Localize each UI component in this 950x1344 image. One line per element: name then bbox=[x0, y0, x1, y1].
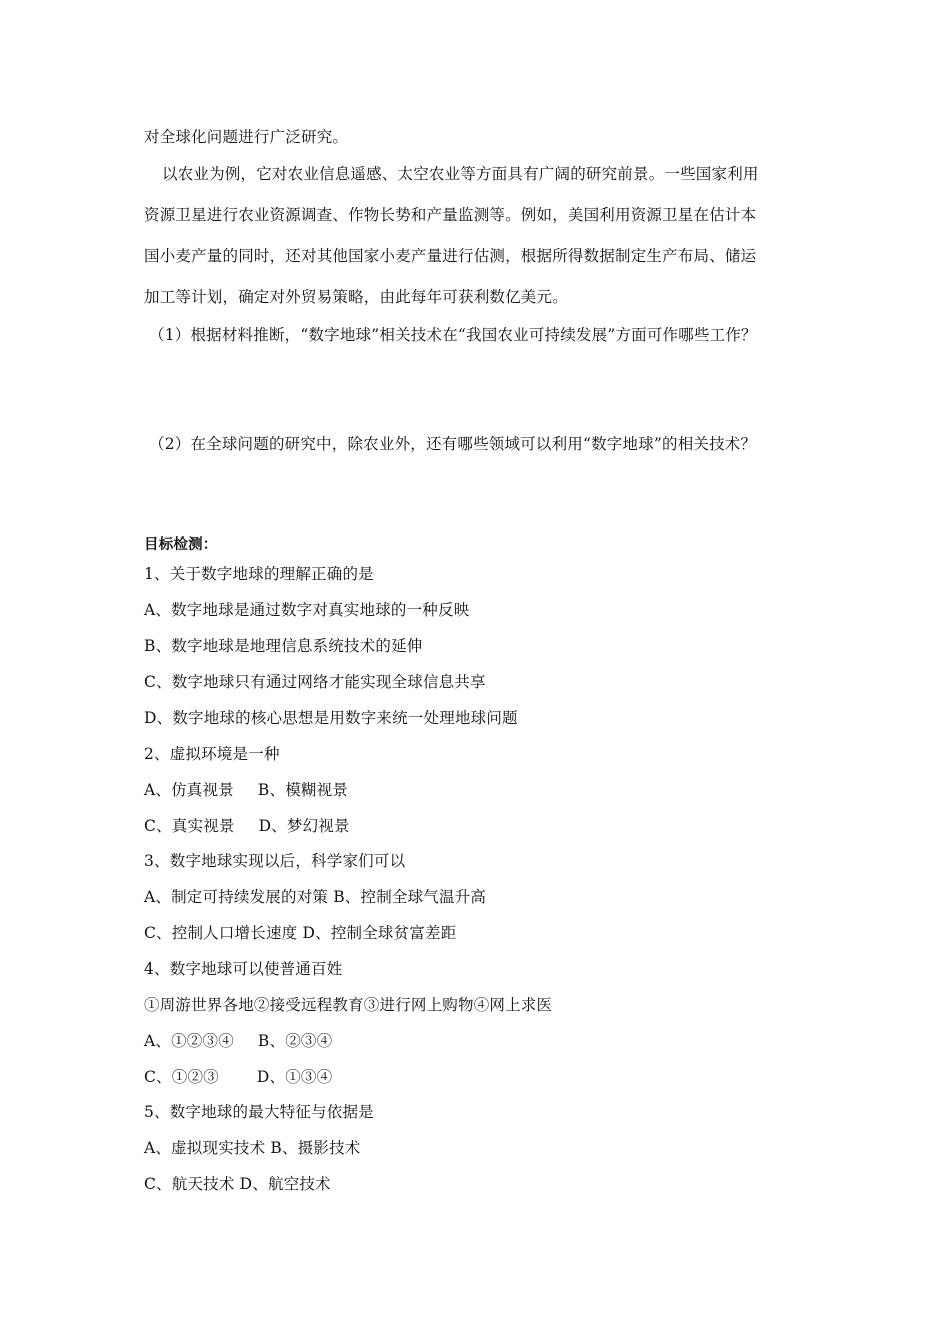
question-2: （2）在全球问题的研究中，除农业外，还有哪些领域可以利用“数字地球”的相关技术？ bbox=[149, 435, 757, 453]
mcq-4-option-b: B、②③④ bbox=[257, 1032, 333, 1050]
mcq-5-stem: 5、数字地球的最大特征与依据是 bbox=[144, 1103, 374, 1121]
mcq-2-option-a: A、仿真视景 bbox=[144, 781, 234, 799]
passage-line-5: 加工等计划，确定对外贸易策略，由此每年可获利数亿美元。 bbox=[144, 288, 568, 306]
mcq-3-options-cd: C、控制人口增长速度 D、控制全球贫富差距 bbox=[144, 924, 457, 942]
mcq-4-items: ①周游世界各地②接受远程教育③进行网上购物④网上求医 bbox=[144, 996, 553, 1014]
mcq-1-stem: 1、关于数字地球的理解正确的是 bbox=[144, 565, 374, 583]
question-1: （1）根据材料推断，“数字地球”相关技术在“我国农业可持续发展”方面可作哪些工作？ bbox=[149, 326, 757, 344]
mcq-4-option-a: A、①②③④ bbox=[144, 1032, 234, 1050]
mcq-4-option-d: D、①③④ bbox=[256, 1068, 333, 1086]
mcq-4-options-ab bbox=[144, 1031, 332, 1051]
mcq-1-option-c: C、数字地球只有通过网络才能实现全球信息共享 bbox=[144, 673, 486, 691]
mcq-5-options-cd: C、航天技术 D、航空技术 bbox=[144, 1175, 331, 1193]
mcq-1-option-d: D、数字地球的核心思想是用数字来统一处理地球问题 bbox=[144, 709, 518, 727]
mcq-2-options-ab bbox=[144, 780, 348, 800]
passage-line-3: 资源卫星进行农业资源调查、作物长势和产量监测等。例如，美国利用资源卫星在估计本 bbox=[144, 206, 757, 224]
mcq-2-stem: 2、虚拟环境是一种 bbox=[144, 745, 280, 763]
mcq-4-stem: 4、数字地球可以使普通百姓 bbox=[144, 960, 343, 978]
mcq-2-options-cd bbox=[144, 816, 350, 836]
passage-line-2: 以农业为例，它对农业信息遥感、太空农业等方面具有广阔的研究前景。一些国家利用 bbox=[162, 165, 759, 183]
mcq-3-stem: 3、数字地球实现以后，科学家们可以 bbox=[144, 852, 406, 870]
passage-line-4: 国小麦产量的同时，还对其他国家小麦产量进行估测，根据所得数据制定生产布局、储运 bbox=[144, 247, 757, 265]
passage-line-1: 对全球化问题进行广泛研究。 bbox=[144, 128, 349, 146]
mcq-1-option-b: B、数字地球是地理信息系统技术的延伸 bbox=[144, 637, 423, 655]
mcq-1-option-a: A、数字地球是通过数字对真实地球的一种反映 bbox=[144, 601, 470, 619]
mcq-2-option-d: D、梦幻视景 bbox=[258, 817, 350, 835]
section-title: 目标检测： bbox=[144, 537, 218, 553]
mcq-4-options-cd bbox=[144, 1067, 332, 1087]
mcq-3-options-ab: A、制定可持续发展的对策 B、控制全球气温升高 bbox=[144, 888, 487, 906]
mcq-2-option-c: C、真实视景 bbox=[144, 817, 235, 835]
mcq-4-option-c: C、①②③ bbox=[144, 1068, 219, 1086]
mcq-2-option-b: B、模糊视景 bbox=[257, 781, 348, 799]
mcq-5-options-ab: A、虚拟现实技术 B、摄影技术 bbox=[144, 1139, 361, 1157]
